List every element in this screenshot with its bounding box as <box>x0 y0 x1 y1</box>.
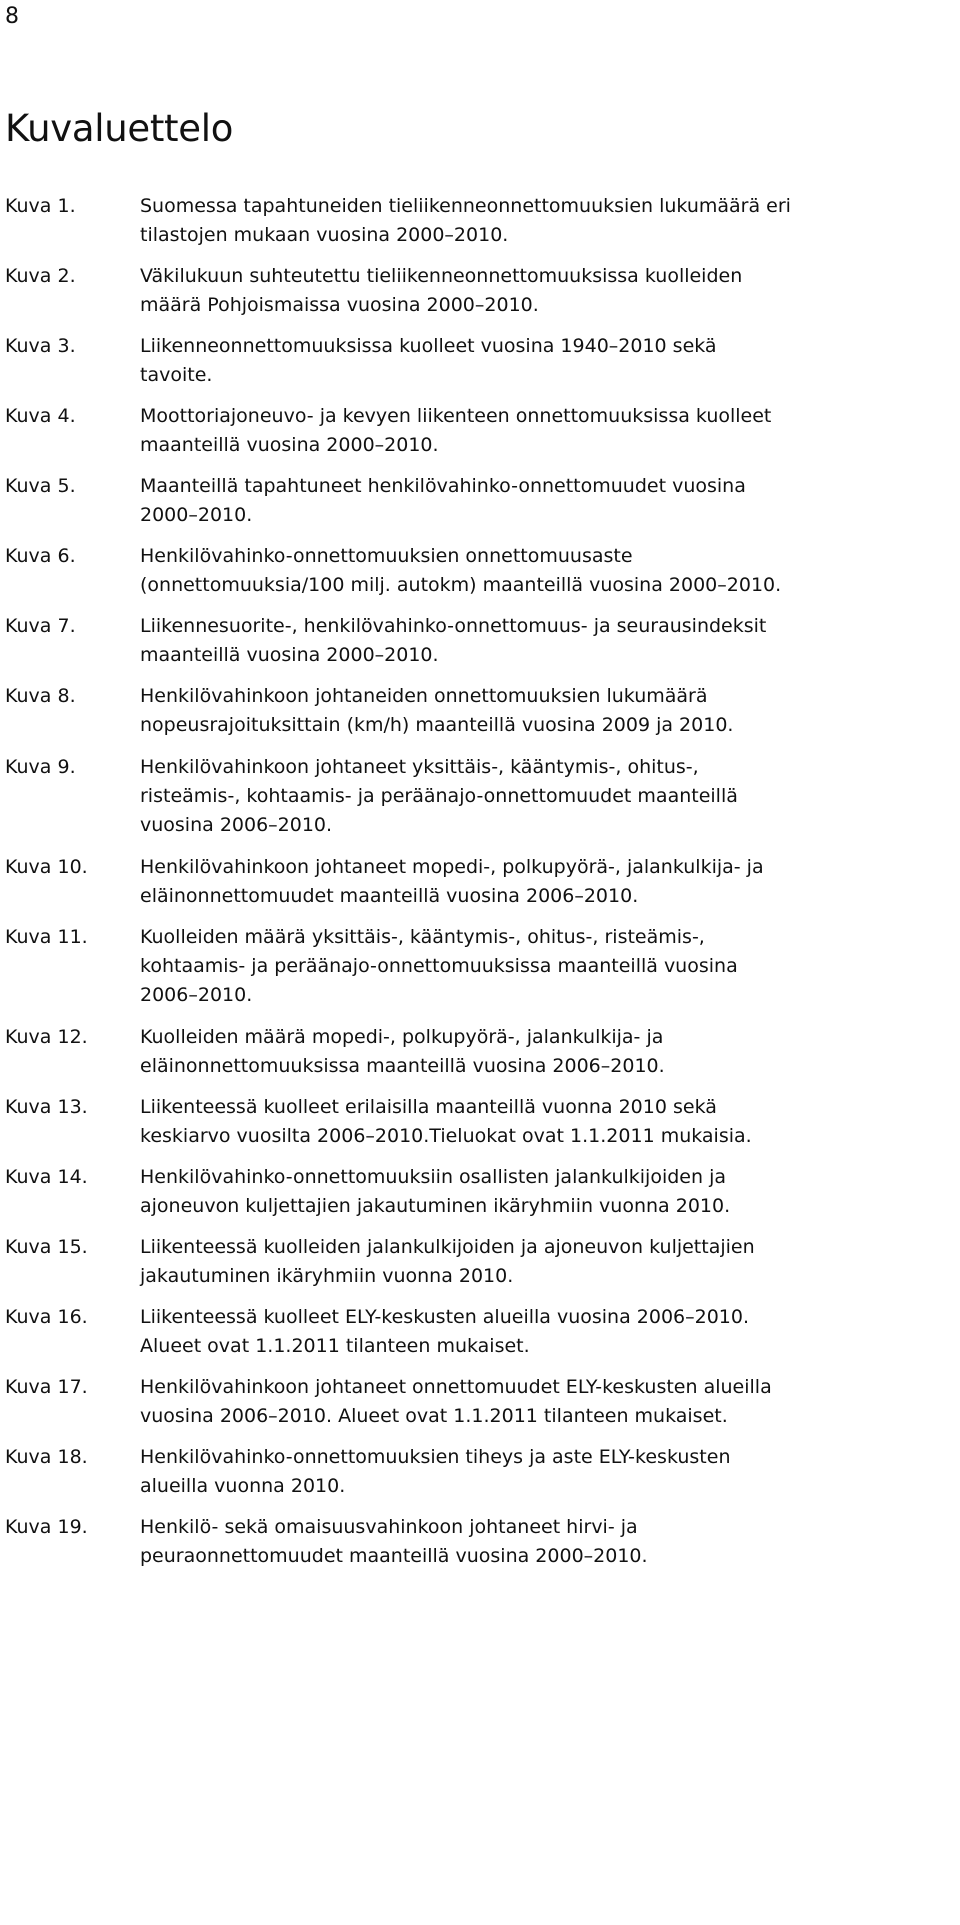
figure-caption: Liikenneonnettomuuksissa kuolleet vuosina 1940–2010 sekä tavoite. <box>140 335 717 386</box>
figure-caption: Suomessa tapahtuneiden tieliikenneonnettomuuksien lukumäärä eri tilastojen mukaan vuosina 2000–2010. <box>140 195 791 246</box>
page-number: 8 <box>5 4 19 29</box>
figure-label: Kuva 17. <box>5 1376 88 1398</box>
figure-label: Kuva 11. <box>5 926 88 948</box>
figure-caption: Liikennesuorite-, henkilövahinko-onnettomuus- ja seurausindeksit maanteillä vuosina 2000–2010. <box>140 615 767 666</box>
figure-caption: Henkilövahinko-onnettomuuksien tiheys ja aste ELY-keskusten alueilla vuonna 2010. <box>140 1446 731 1497</box>
figure-caption: Henkilövahinkoon johtaneet mopedi-, polkupyörä-, jalankulkija- ja eläinonnettomuudet maanteillä vuosina 2006–2010. <box>140 856 764 907</box>
figure-label: Kuva 9. <box>5 756 76 778</box>
figure-caption: Henkilövahinko-onnettomuuksien onnettomuusaste (onnettomuuksia/100 milj. autokm) maanteillä vuosina 2000–2010. <box>140 545 782 596</box>
figure-label: Kuva 16. <box>5 1306 88 1328</box>
figure-caption: Henkilövahinkoon johtaneet yksittäis-, kääntymis-, ohitus-, risteämis-, kohtaamis- ja peräänajo-onnettomuudet maanteillä vuosina 2006–2010. <box>140 756 738 836</box>
figure-caption: Liikenteessä kuolleet ELY-keskusten alueilla vuosina 2006–2010. Alueet ovat 1.1.2011 tilanteen mukaiset. <box>140 1306 750 1357</box>
figure-label: Kuva 19. <box>5 1516 88 1538</box>
figure-label: Kuva 5. <box>5 475 76 497</box>
figure-label: Kuva 15. <box>5 1236 88 1258</box>
figure-label: Kuva 2. <box>5 265 76 287</box>
figure-label: Kuva 1. <box>5 195 76 217</box>
figure-label: Kuva 14. <box>5 1166 88 1188</box>
figure-caption: Henkilövahinkoon johtaneiden onnettomuuksien lukumäärä nopeusrajoituksittain (km/h) maanteillä vuosina 2009 ja 2010. <box>140 685 734 736</box>
figure-label: Kuva 6. <box>5 545 76 567</box>
page-title: Kuvaluettelo <box>5 107 234 150</box>
figure-label: Kuva 8. <box>5 685 76 707</box>
figure-caption: Väkilukuun suhteutettu tieliikenneonnettomuuksissa kuolleiden määrä Pohjoismaissa vuosina 2000–2010. <box>140 265 743 316</box>
figure-label: Kuva 13. <box>5 1096 88 1118</box>
figure-caption: Kuolleiden määrä mopedi-, polkupyörä-, jalankulkija- ja eläinonnettomuuksissa maanteillä vuosina 2006–2010. <box>140 1026 665 1077</box>
figure-label: Kuva 3. <box>5 335 76 357</box>
figure-caption: Henkilö- sekä omaisuusvahinkoon johtaneet hirvi- ja peuraonnettomuudet maanteillä vuosina 2000–2010. <box>140 1516 648 1567</box>
figure-label: Kuva 4. <box>5 405 76 427</box>
figure-caption: Henkilövahinko-onnettomuuksiin osallisten jalankulkijoiden ja ajoneuvon kuljettajien jakautuminen ikäryhmiin vuonna 2010. <box>140 1166 731 1217</box>
figure-label: Kuva 12. <box>5 1026 88 1048</box>
figure-caption: Maanteillä tapahtuneet henkilövahinko-onnettomuudet vuosina 2000–2010. <box>140 475 746 526</box>
figure-caption: Liikenteessä kuolleet erilaisilla maanteillä vuonna 2010 sekä keskiarvo vuosilta 2006–2010.Tieluokat ovat 1.1.2011 mukaisia. <box>140 1096 752 1147</box>
figure-label: Kuva 18. <box>5 1446 88 1468</box>
figure-label: Kuva 10. <box>5 856 88 878</box>
figure-caption: Kuolleiden määrä yksittäis-, kääntymis-, ohitus-, risteämis-, kohtaamis- ja peräänajo-onnettomuuksissa maanteillä vuosina 2006–2010. <box>140 926 738 1006</box>
figure-caption: Moottoriajoneuvo- ja kevyen liikenteen onnettomuuksissa kuolleet maanteillä vuosina 2000–2010. <box>140 405 772 456</box>
figure-label: Kuva 7. <box>5 615 76 637</box>
figure-caption: Liikenteessä kuolleiden jalankulkijoiden ja ajoneuvon kuljettajien jakautuminen ikäryhmiin vuonna 2010. <box>140 1236 755 1287</box>
figure-caption: Henkilövahinkoon johtaneet onnettomuudet ELY-keskusten alueilla vuosina 2006–2010. Alueet ovat 1.1.2011 tilanteen mukaiset. <box>140 1376 772 1427</box>
